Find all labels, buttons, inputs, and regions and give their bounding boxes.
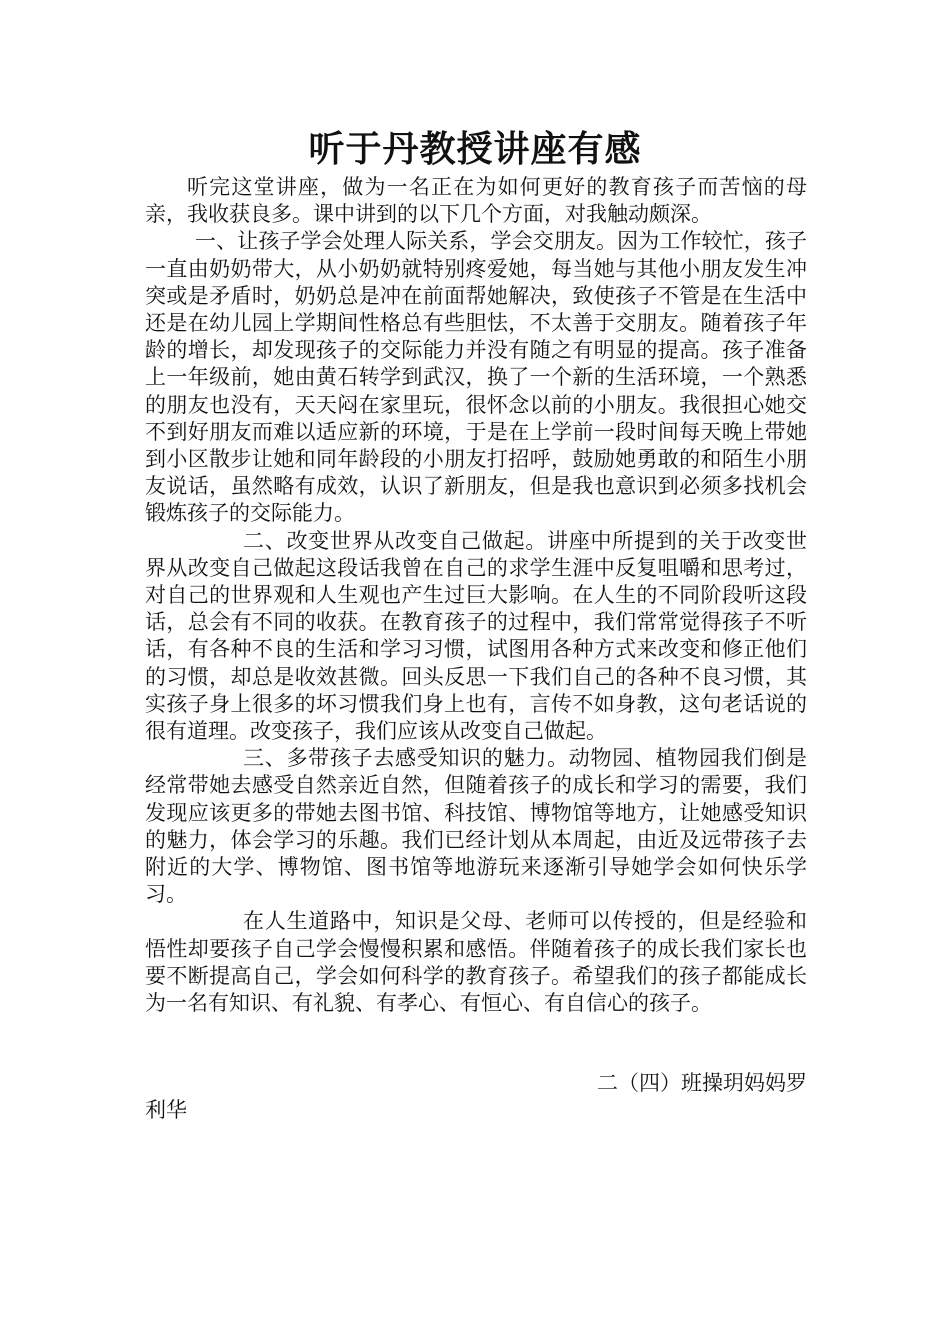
- document-title: 听于丹教授讲座有感: [308, 129, 642, 170]
- document-body: [145, 174, 807, 1017]
- paragraph-conclusion: 在人生道路中，知识是父母、老师可以传授的，但是经验和悟性却要孩子自己学会慢慢积累和感悟。伴随着孩子的成长我们家长也要不断提高自己，学会如何科学的教育孩子。希望我们的孩子都能成长为一名有知识、有礼貌、有孝心、有恒心、有自信心的孩子。: [145, 909, 807, 1016]
- paragraph-point-three: 三、多带孩子去感受知识的魅力。动物园、植物园我们倒是经常带她去感受自然亲近自然，但随着孩子的成长和学习的需要，我们发现应该更多的带她去图书馆、科技馆、博物馆等地方，让她感受知识的魅力，体会学习的乐趣。我们已经计划从本周起，由近及远带孩子去附近的大学、博物馆、图书馆等地游玩来逐渐引导她学会如何快乐学习。: [145, 746, 807, 907]
- paragraph-point-one: 一、让孩子学会处理人际关系，学会交朋友。因为工作较忙，孩子一直由奶奶带大，从小奶奶就特别疼爱她，每当她与其他小朋友发生冲突或是矛盾时，奶奶总是冲在前面帮她解决，致使孩子不管是在生活中还是在幼儿园上学期间性格总有些胆怯，不太善于交朋友。随着孩子年龄的增长，却发现孩子的交际能力并没有随之有明显的提高。孩子准备上一年级前，她由黄石转学到武汉，换了一个新的生活环境，一个熟悉的朋友也没有，天天闷在家里玩，很怀念以前的小朋友。我很担心她交不到好朋友而难以适应新的环境，于是在上学前一段时间每天晚上带她到小区散步让她和同年龄段的小朋友打招呼，鼓励她勇敢的和陌生小朋友说话，虽然略有成效，认识了新朋友，但是我也意识到必须多找机会锻炼孩子的交际能力。: [145, 229, 807, 526]
- paragraph-intro: 听完这堂讲座，做为一名正在为如何更好的教育孩子而苦恼的母亲，我收获良多。课中讲到的以下几个方面，对我触动颇深。: [145, 175, 807, 227]
- signature-line-1: 二（四）班操玥妈妈罗: [597, 1071, 807, 1095]
- paragraph-point-two: 二、改变世界从改变自己做起。讲座中所提到的关于改变世界从改变自己做起这段话我曾在自己的求学生涯中反复咀嚼和思考过，对自己的世界观和人生观也产生过巨大影响。在人生的不同阶段听这段话，总会有不同的收获。在教育孩子的过程中，我们常常觉得孩子不听话，有各种不良的生活和学习习惯，试图用各种方式来改变和修正他们的习惯，却总是收效甚微。回头反思一下我们自己的各种不良习惯，其实孩子身上很多的坏习惯我们身上也有，言传不如身教，这句老话说的很有道理。改变孩子，我们应该从改变自己做起。: [145, 528, 807, 744]
- signature-block: [145, 1070, 807, 1124]
- signature-line-2: 利华: [145, 1098, 187, 1122]
